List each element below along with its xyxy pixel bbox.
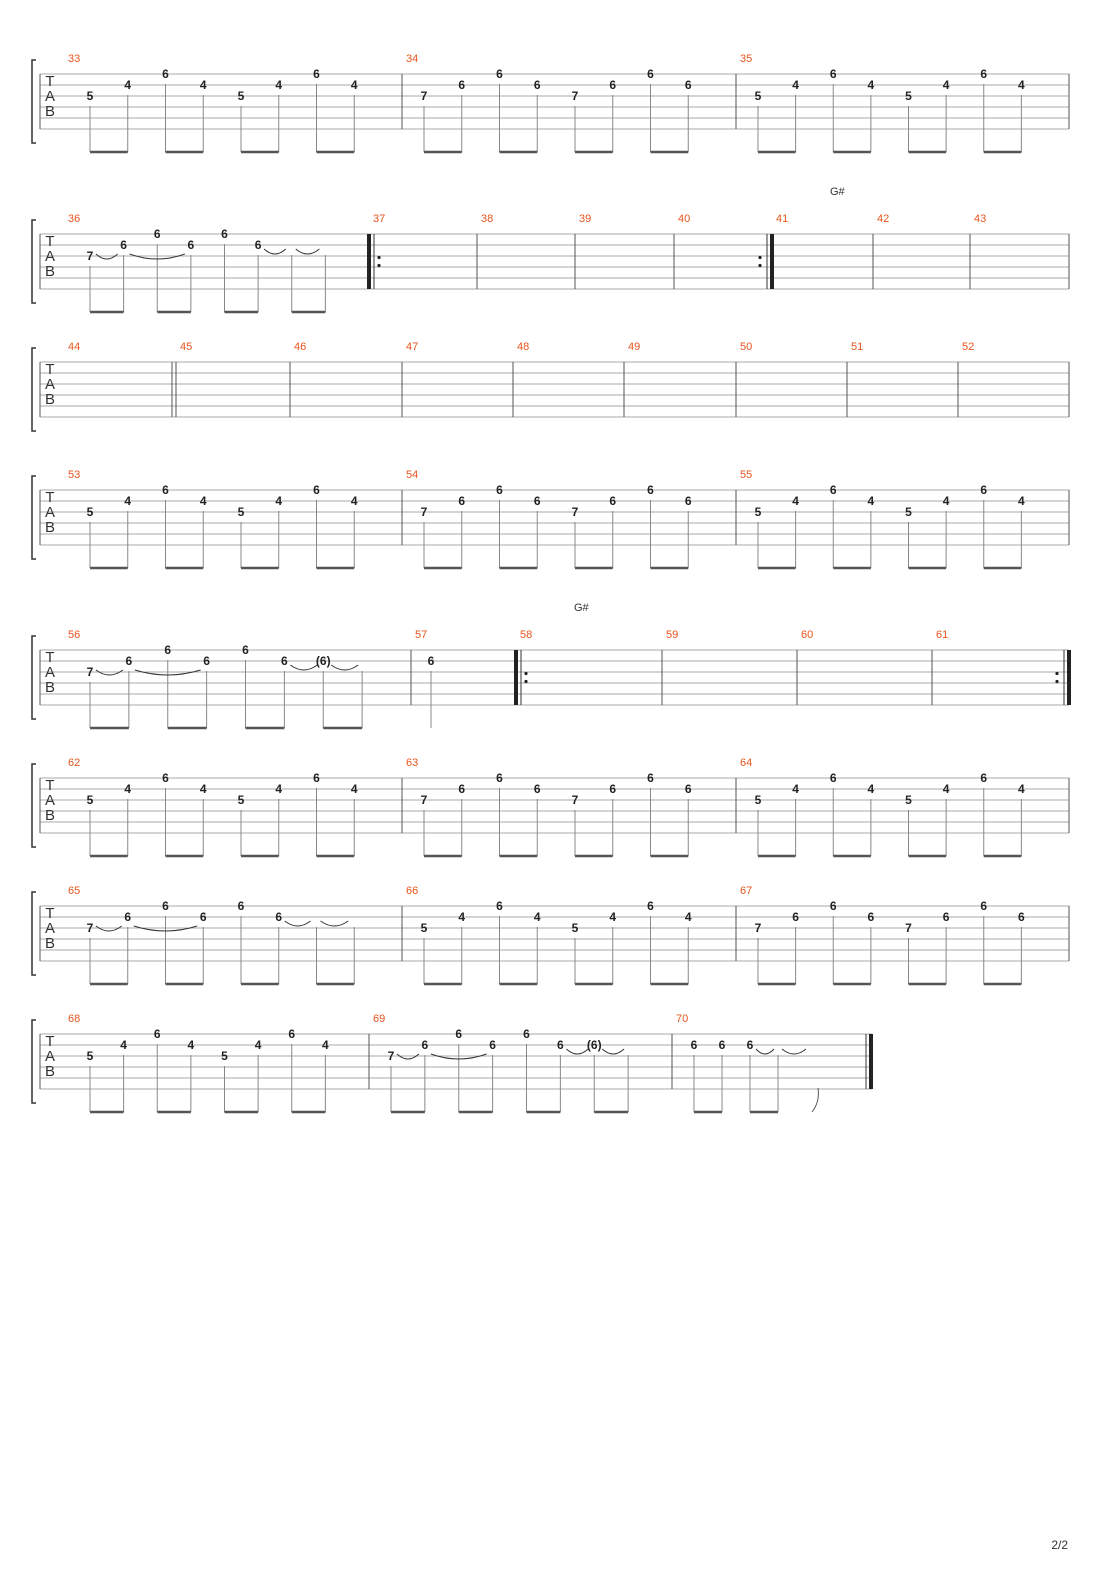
- measure-number: 70: [676, 1013, 689, 1025]
- fret-number: 6: [162, 67, 169, 81]
- system-bracket: [32, 636, 36, 719]
- fret-number: 4: [867, 78, 875, 92]
- system-bracket: [32, 1020, 36, 1103]
- tab-clef-letter: T: [45, 905, 55, 922]
- fret-number: 5: [905, 793, 912, 807]
- measure-number: 50: [740, 341, 753, 353]
- fret-number: 4: [350, 78, 358, 92]
- fret-number: 6: [125, 654, 133, 668]
- fret-number: 5: [86, 1049, 94, 1063]
- fret-number: 6: [609, 78, 617, 92]
- fret-number: 6: [427, 654, 435, 668]
- tie: [756, 1049, 774, 1054]
- measure-number: 62: [68, 757, 81, 769]
- fret-number: 4: [942, 494, 950, 508]
- fret-number: 4: [350, 494, 358, 508]
- tab-clef-letter: A: [44, 376, 56, 393]
- fret-number: 4: [942, 78, 950, 92]
- tab-clef-letter: B: [44, 1063, 56, 1080]
- fret-number: 7: [754, 921, 762, 935]
- fret-number: 7: [571, 505, 579, 519]
- tie: [285, 921, 311, 926]
- measure-number: 56: [68, 629, 81, 641]
- fret-number: 6: [458, 494, 466, 508]
- system-bracket: [32, 764, 36, 847]
- fret-number: 6: [313, 483, 320, 497]
- fret-number: 6: [533, 494, 541, 508]
- fret-number: 6: [237, 899, 245, 913]
- tie: [321, 921, 349, 926]
- fret-number: 6: [942, 910, 950, 924]
- measure-number: 54: [406, 469, 419, 481]
- tab-clef-letter: T: [45, 777, 55, 794]
- fret-number: 6: [162, 483, 169, 497]
- fret-number: 6: [421, 1038, 429, 1052]
- fret-number: 6: [275, 910, 283, 924]
- fret-number: 6: [690, 1038, 698, 1052]
- tab-clef-letter: B: [44, 935, 56, 952]
- fret-number: 6: [203, 654, 210, 668]
- fret-number: 6: [162, 899, 169, 913]
- fret-number: 6: [980, 483, 988, 497]
- fret-number: 4: [120, 1038, 127, 1052]
- measure-number: 47: [406, 341, 419, 353]
- fret-number: 6: [120, 238, 127, 252]
- fret-number: 4: [792, 78, 799, 92]
- fret-number: 7: [571, 89, 579, 103]
- tab-clef-letter: T: [45, 489, 55, 506]
- fret-number: 6: [609, 782, 617, 796]
- fret-number: 4: [199, 494, 207, 508]
- measure-number: 69: [373, 1013, 386, 1025]
- fret-number: 6: [313, 771, 320, 785]
- tie: [264, 249, 286, 254]
- fret-number: 4: [322, 1038, 329, 1052]
- fret-number: 5: [754, 505, 762, 519]
- fret-number: 7: [387, 1049, 395, 1063]
- fret-number: 6: [199, 910, 207, 924]
- measure-number: 37: [373, 213, 386, 225]
- fret-number: 6: [647, 899, 654, 913]
- fret-number: 5: [86, 793, 94, 807]
- fret-number: 4: [254, 1038, 262, 1052]
- tab-clef-letter: B: [44, 679, 56, 696]
- tie: [782, 1049, 806, 1054]
- fret-number: 6: [829, 899, 837, 913]
- measure-number: 39: [579, 213, 592, 225]
- fret-number: 4: [275, 782, 283, 796]
- measure-number: 35: [740, 53, 753, 65]
- fret-number: 6: [684, 782, 692, 796]
- fret-number: 4: [199, 78, 207, 92]
- fret-number: 5: [905, 89, 912, 103]
- measure-number: 36: [68, 213, 81, 225]
- system-bracket: [32, 348, 36, 431]
- tab-clef-letter: A: [44, 792, 56, 809]
- fret-number: 4: [275, 78, 283, 92]
- fret-number: 6: [313, 67, 320, 81]
- fret-number: 5: [237, 89, 245, 103]
- fret-number: 6: [718, 1038, 726, 1052]
- chord-label: G#: [830, 186, 845, 198]
- fret-number: (6): [315, 654, 331, 668]
- fret-number: 5: [905, 505, 912, 519]
- tab-clef-letter: A: [44, 1048, 56, 1065]
- tie: [331, 665, 358, 670]
- measure-number: 49: [628, 341, 641, 353]
- measure-number: 53: [68, 469, 81, 481]
- repeat-end-thick: [1067, 650, 1071, 705]
- fret-number: 4: [124, 782, 132, 796]
- tab-clef-letter: A: [44, 88, 56, 105]
- measure-number: 45: [180, 341, 193, 353]
- fret-number: 6: [647, 67, 654, 81]
- fret-number: 4: [533, 910, 541, 924]
- fret-number: 7: [905, 921, 912, 935]
- measure-number: 59: [666, 629, 679, 641]
- fret-number: 7: [571, 793, 579, 807]
- fret-number: 6: [281, 654, 288, 668]
- fret-number: 5: [221, 1049, 228, 1063]
- fret-number: 4: [124, 78, 132, 92]
- measure-number: 63: [406, 757, 419, 769]
- measure-number: 41: [776, 213, 789, 225]
- repeat-dot: [1055, 680, 1058, 683]
- page-number: 2/2: [1051, 1538, 1068, 1552]
- repeat-dot: [377, 256, 380, 259]
- fret-number: 6: [496, 771, 503, 785]
- fret-number: 6: [609, 494, 617, 508]
- repeat-dot: [524, 680, 527, 683]
- tab-clef-letter: B: [44, 519, 56, 536]
- fret-number: 5: [420, 921, 428, 935]
- measure-number: 64: [740, 757, 753, 769]
- fret-number: 7: [86, 249, 94, 263]
- measure-number: 52: [962, 341, 975, 353]
- repeat-end-thick: [770, 234, 774, 289]
- fret-number: 5: [237, 793, 245, 807]
- fret-number: 6: [684, 78, 692, 92]
- tie: [566, 1049, 588, 1054]
- fret-number: 4: [792, 782, 799, 796]
- measure-number: 66: [406, 885, 419, 897]
- fret-number: 4: [187, 1038, 195, 1052]
- fret-number: 6: [153, 1027, 161, 1041]
- repeat-dot: [1055, 672, 1058, 675]
- measure-number: 48: [517, 341, 530, 353]
- fret-number: 5: [754, 793, 762, 807]
- fret-number: 7: [86, 921, 94, 935]
- tab-clef-letter: A: [44, 248, 56, 265]
- measure-number: 34: [406, 53, 419, 65]
- fret-number: 6: [829, 483, 837, 497]
- fret-number: 6: [496, 483, 503, 497]
- measure-number: 68: [68, 1013, 81, 1025]
- system-bracket: [32, 220, 36, 303]
- measure-number: 55: [740, 469, 753, 481]
- tab-clef-letter: A: [44, 664, 56, 681]
- fret-number: 6: [458, 782, 466, 796]
- system-bracket: [32, 892, 36, 975]
- tie: [602, 1049, 624, 1054]
- fret-number: 4: [350, 782, 358, 796]
- fret-number: 6: [523, 1027, 530, 1041]
- fret-number: 6: [458, 78, 466, 92]
- fret-number: 4: [1018, 494, 1025, 508]
- measure-number: 60: [801, 629, 814, 641]
- tab-clef-letter: T: [45, 649, 55, 666]
- fret-number: 6: [867, 910, 875, 924]
- fret-number: 5: [86, 89, 94, 103]
- fret-number: 6: [288, 1027, 296, 1041]
- final-bar-thick: [869, 1034, 873, 1089]
- fret-number: 4: [458, 910, 466, 924]
- measure-number: 65: [68, 885, 81, 897]
- measure-number: 38: [481, 213, 494, 225]
- fret-number: 6: [647, 771, 654, 785]
- fret-number: 4: [1018, 782, 1025, 796]
- measure-number: 51: [851, 341, 864, 353]
- fret-number: 6: [533, 78, 541, 92]
- fret-number: 6: [489, 1038, 496, 1052]
- measure-number: 33: [68, 53, 81, 65]
- fret-number: 6: [187, 238, 195, 252]
- measure-number: 42: [877, 213, 890, 225]
- fret-number: 6: [164, 643, 172, 657]
- measure-number: 61: [936, 629, 949, 641]
- fret-number: 4: [942, 782, 950, 796]
- tie: [296, 249, 320, 254]
- fret-number: 6: [647, 483, 654, 497]
- fret-number: 5: [86, 505, 94, 519]
- fret-number: 4: [867, 494, 875, 508]
- fret-number: 6: [124, 910, 132, 924]
- fret-number: 7: [420, 89, 428, 103]
- fret-number: 5: [754, 89, 762, 103]
- fret-number: 6: [221, 227, 228, 241]
- tab-clef-letter: T: [45, 361, 55, 378]
- tab-clef-letter: T: [45, 73, 55, 90]
- measure-number: 67: [740, 885, 753, 897]
- fret-number: 6: [533, 782, 541, 796]
- fret-number: 6: [829, 67, 837, 81]
- fret-number: 6: [746, 1038, 754, 1052]
- fret-number: 6: [792, 910, 799, 924]
- fret-number: 4: [275, 494, 283, 508]
- tab-clef-letter: B: [44, 263, 56, 280]
- fret-number: 4: [124, 494, 132, 508]
- tab-clef-letter: T: [45, 233, 55, 250]
- tab-clef-letter: B: [44, 103, 56, 120]
- repeat-dot: [758, 256, 761, 259]
- fret-number: 4: [684, 910, 692, 924]
- measure-number: 43: [974, 213, 987, 225]
- fret-number: 5: [237, 505, 245, 519]
- fret-number: 6: [455, 1027, 463, 1041]
- fret-number: 6: [242, 643, 249, 657]
- rest-flag: [812, 1088, 818, 1112]
- fret-number: 6: [496, 67, 503, 81]
- fret-number: 7: [420, 505, 428, 519]
- tab-clef-letter: B: [44, 807, 56, 824]
- repeat-dot: [377, 264, 380, 267]
- system-bracket: [32, 476, 36, 559]
- tab-clef-letter: A: [44, 920, 56, 937]
- tab-clef-letter: A: [44, 504, 56, 521]
- fret-number: 6: [496, 899, 503, 913]
- fret-number: 4: [867, 782, 875, 796]
- tie: [290, 665, 317, 670]
- measure-number: 44: [68, 341, 81, 353]
- fret-number: 6: [1018, 910, 1025, 924]
- repeat-dot: [758, 264, 761, 267]
- measure-number: 40: [678, 213, 691, 225]
- fret-number: (6): [586, 1038, 602, 1052]
- tab-clef-letter: B: [44, 391, 56, 408]
- fret-number: 6: [829, 771, 837, 785]
- measure-number: 46: [294, 341, 307, 353]
- fret-number: 6: [153, 227, 161, 241]
- repeat-dot: [524, 672, 527, 675]
- measure-number: 58: [520, 629, 533, 641]
- fret-number: 4: [199, 782, 207, 796]
- fret-number: 4: [1018, 78, 1025, 92]
- fret-number: 4: [792, 494, 799, 508]
- fret-number: 5: [571, 921, 579, 935]
- fret-number: 6: [980, 771, 988, 785]
- system-bracket: [32, 60, 36, 143]
- repeat-start-thick: [514, 650, 518, 705]
- repeat-start-thick: [367, 234, 371, 289]
- fret-number: 6: [980, 899, 988, 913]
- fret-number: 6: [980, 67, 988, 81]
- tab-clef-letter: T: [45, 1033, 55, 1050]
- fret-number: 7: [420, 793, 428, 807]
- fret-number: 6: [162, 771, 169, 785]
- fret-number: 4: [609, 910, 617, 924]
- chord-label: G#: [574, 602, 589, 614]
- fret-number: 6: [557, 1038, 564, 1052]
- fret-number: 6: [254, 238, 262, 252]
- measure-number: 57: [415, 629, 428, 641]
- fret-number: 6: [684, 494, 692, 508]
- fret-number: 7: [86, 665, 94, 679]
